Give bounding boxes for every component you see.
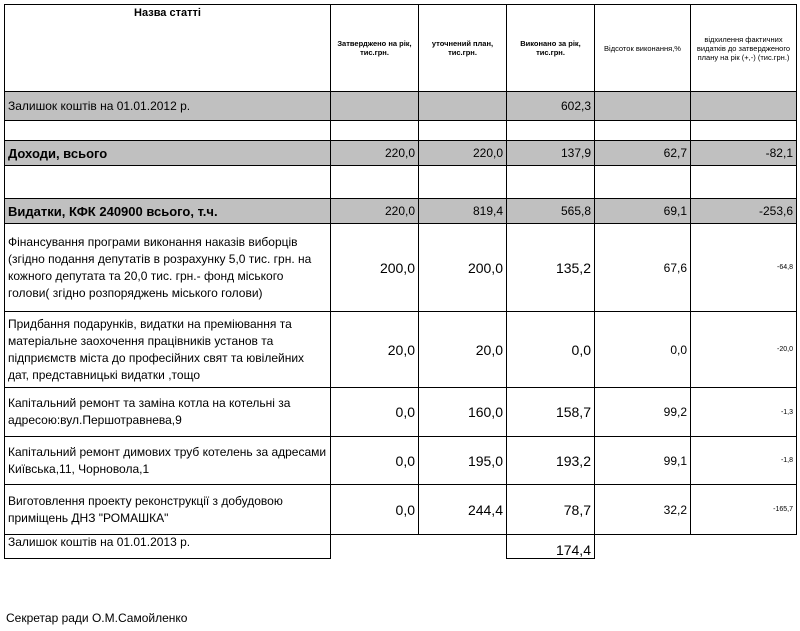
item-approved: 0,0: [331, 485, 419, 535]
expenses-approved: 220,0: [331, 199, 419, 224]
balance-end-executed: 174,4: [507, 535, 595, 559]
balance-end-label: Залишок коштів на 01.01.2013 р.: [5, 535, 331, 559]
item-deviation: -1,3: [691, 388, 797, 437]
item-revised: 200,0: [419, 224, 507, 312]
expenses-percent: 69,1: [595, 199, 691, 224]
income-approved: 220,0: [331, 141, 419, 166]
table-row: [5, 485, 797, 535]
income-deviation: -82,1: [691, 141, 797, 166]
balance-start-row: [5, 92, 797, 121]
item-percent: 32,2: [595, 485, 691, 535]
item-label: Капітальний ремонт та заміна котла на котельні за адресою:вул.Першотравнева,9: [5, 388, 331, 437]
header-name: Назва статті: [5, 5, 331, 92]
table-row: [5, 224, 797, 312]
item-revised: 20,0: [419, 312, 507, 388]
item-percent: 99,1: [595, 437, 691, 485]
header-row: [5, 5, 797, 92]
item-deviation: -165,7: [691, 485, 797, 535]
item-revised: 195,0: [419, 437, 507, 485]
item-executed: 193,2: [507, 437, 595, 485]
item-percent: 99,2: [595, 388, 691, 437]
income-row: [5, 141, 797, 166]
item-percent: 67,6: [595, 224, 691, 312]
header-approved: Затверджено на рік, тис.грн.: [331, 5, 419, 92]
item-executed: 78,7: [507, 485, 595, 535]
expenses-deviation: -253,6: [691, 199, 797, 224]
spacer-row: [5, 166, 797, 199]
item-deviation: -20,0: [691, 312, 797, 388]
income-executed: 137,9: [507, 141, 595, 166]
item-executed: 135,2: [507, 224, 595, 312]
item-approved: 20,0: [331, 312, 419, 388]
item-percent: 0,0: [595, 312, 691, 388]
spacer-row: [5, 121, 797, 141]
balance-start-executed: 602,3: [507, 92, 595, 121]
item-approved: 200,0: [331, 224, 419, 312]
income-label: Доходи, всього: [5, 141, 331, 166]
item-label: Фінансування програми виконання наказів виборців (згідно подання депутатів в розрахунку 5,0 тис. грн. на кожного депутата та 20,0 тис. грн.- фонд міського голови( згідно розпоряджень міського голови): [5, 224, 331, 312]
header-revised: уточнений план, тис.грн.: [419, 5, 507, 92]
item-revised: 160,0: [419, 388, 507, 437]
expenses-executed: 565,8: [507, 199, 595, 224]
table-row: [5, 388, 797, 437]
item-label: Придбання подарунків, видатки на преміювання та матеріальне заохочення працівників установ та підприємств міста до професійних свят та ювілейних дат, представницькі видатки ,тощо: [5, 312, 331, 388]
header-executed: Виконано за рік, тис.грн.: [507, 5, 595, 92]
header-percent: Відсоток виконання,%: [595, 5, 691, 92]
budget-table: [4, 4, 797, 559]
item-label: Капітальний ремонт димових труб котелень за адресами Київська,11, Чорновола,1: [5, 437, 331, 485]
income-percent: 62,7: [595, 141, 691, 166]
item-executed: 0,0: [507, 312, 595, 388]
balance-start-label: Залишок коштів на 01.01.2012 р.: [5, 92, 331, 121]
expenses-row: [5, 199, 797, 224]
item-deviation: -64,8: [691, 224, 797, 312]
income-revised: 220,0: [419, 141, 507, 166]
item-label: Виготовлення проекту реконструкції з добудовою приміщень ДНЗ "РОМАШКА": [5, 485, 331, 535]
expenses-label: Видатки, КФК 240900 всього, т.ч.: [5, 199, 331, 224]
table-row: [5, 437, 797, 485]
item-approved: 0,0: [331, 388, 419, 437]
item-revised: 244,4: [419, 485, 507, 535]
table-row: [5, 312, 797, 388]
item-deviation: -1,8: [691, 437, 797, 485]
item-approved: 0,0: [331, 437, 419, 485]
secretary-signature-line: Секретар ради О.М.Самойленко: [6, 611, 188, 625]
item-executed: 158,7: [507, 388, 595, 437]
expenses-revised: 819,4: [419, 199, 507, 224]
balance-end-row: [5, 535, 797, 559]
header-deviation: відхилення фактичних видатків до затвердженого плану на рік (+,-) (тис.грн.): [691, 5, 797, 92]
